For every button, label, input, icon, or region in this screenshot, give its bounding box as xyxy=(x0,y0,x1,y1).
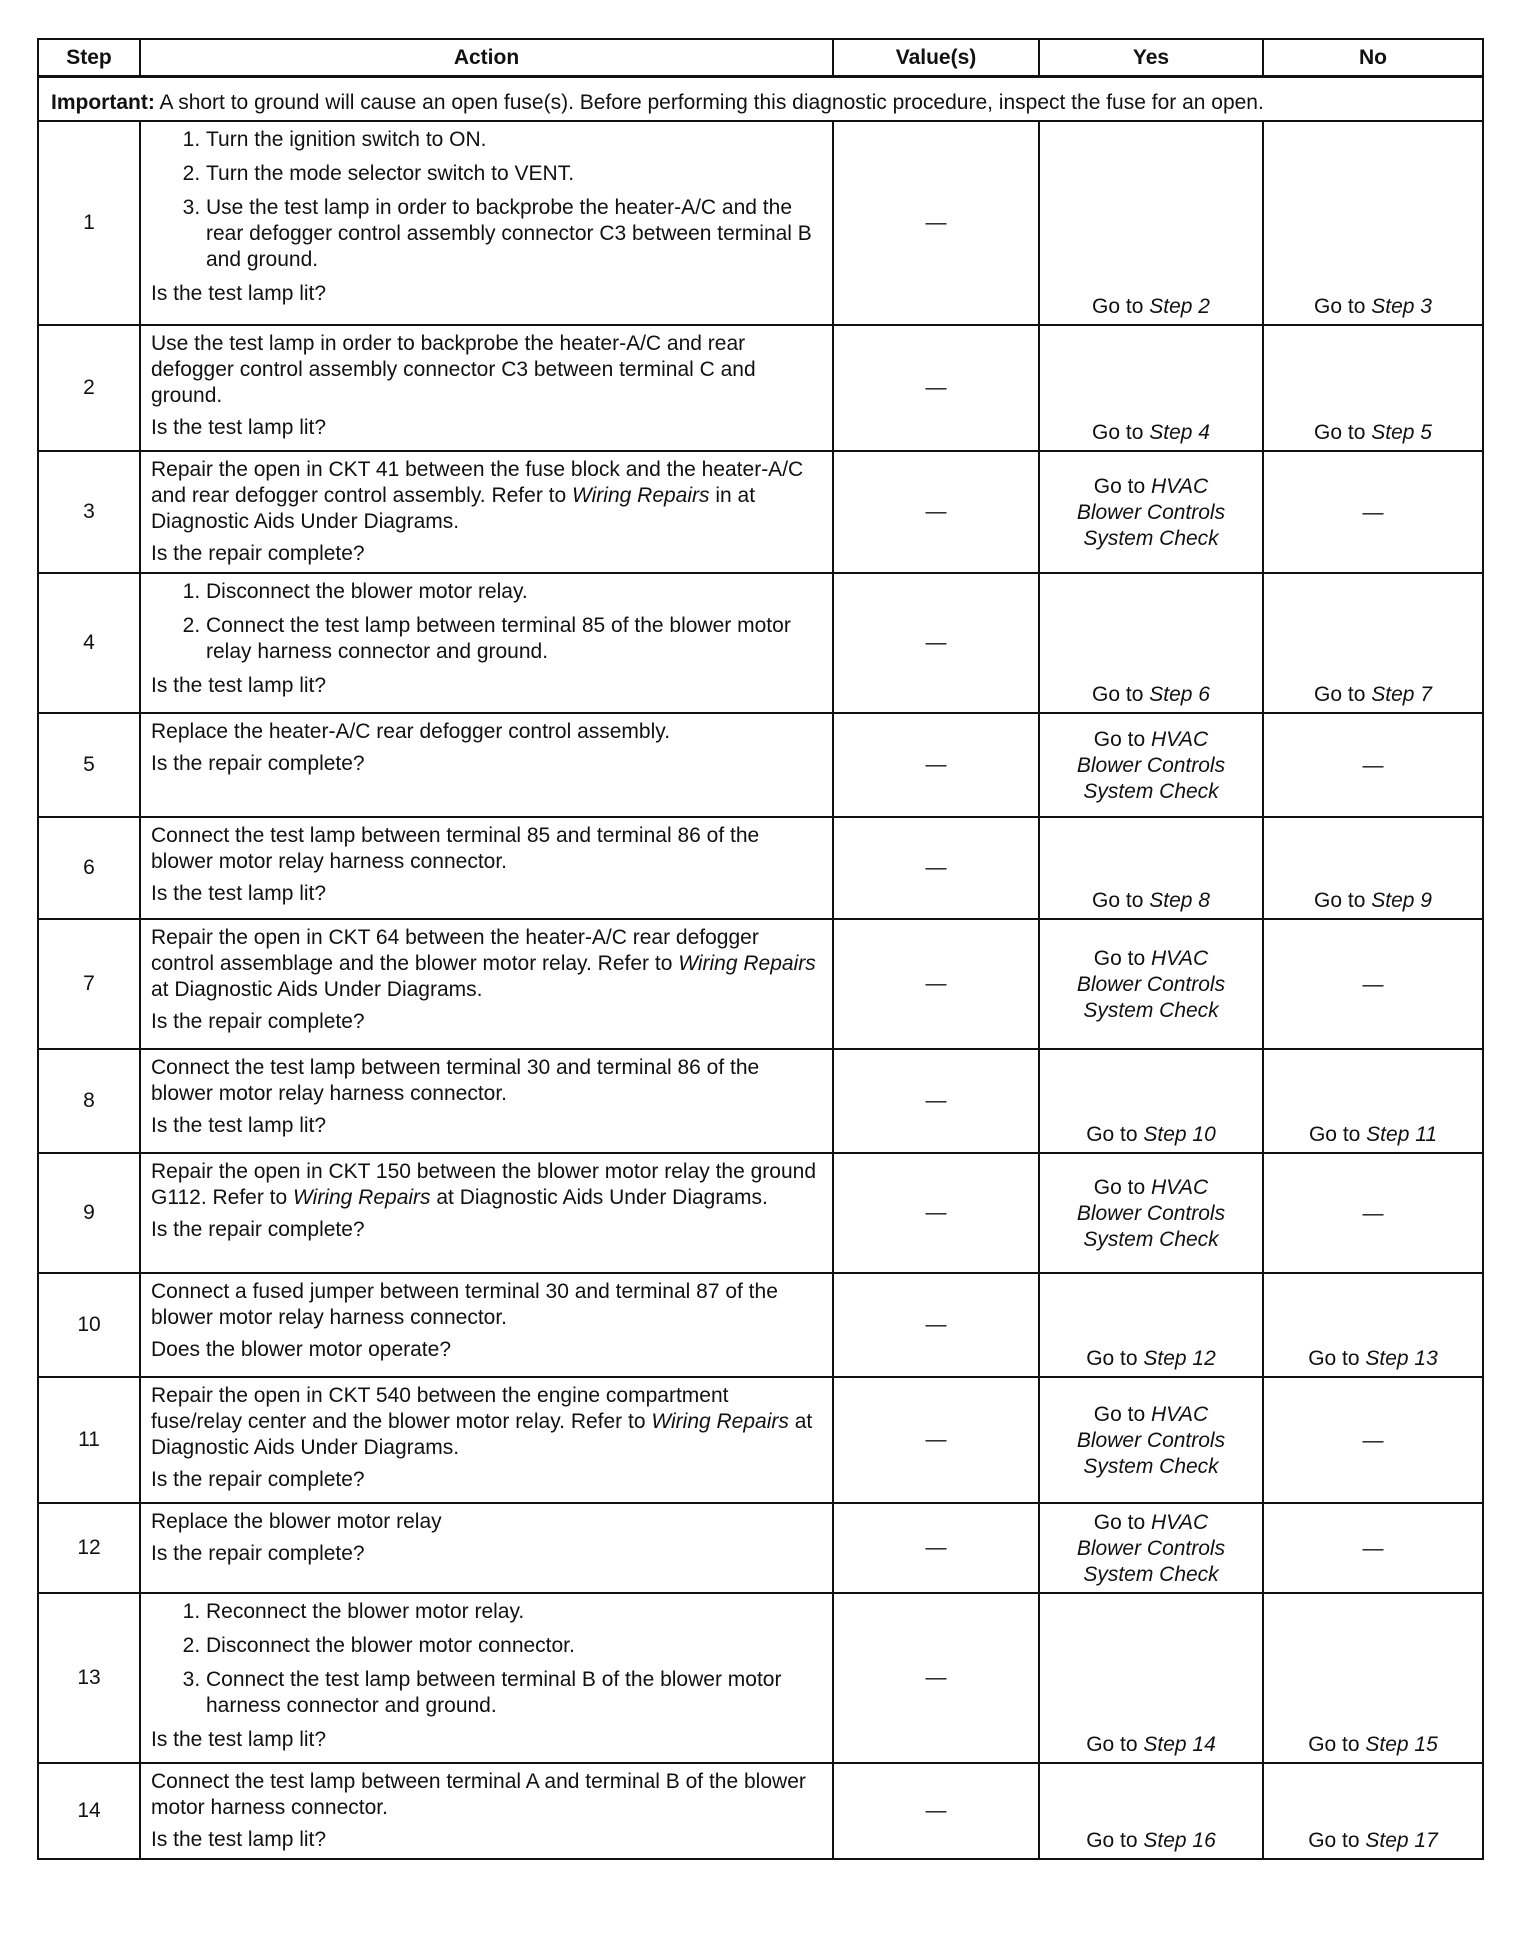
no-cell xyxy=(1263,1593,1483,1763)
value-cell xyxy=(833,573,1039,713)
action-list-item: 3. Connect the test lamp between terminal B of the blower motor harness connector and ground. xyxy=(206,1667,822,1719)
step-number: 4 xyxy=(83,631,95,654)
goto-target-line3: System Check xyxy=(1083,526,1219,550)
action-cell xyxy=(140,121,833,325)
value-cell xyxy=(833,121,1039,325)
goto-step: Step 5 xyxy=(1371,421,1432,444)
action-question: Is the test lamp lit? xyxy=(151,1114,327,1137)
goto-link[interactable] xyxy=(1092,889,1210,912)
step-number: 6 xyxy=(83,856,95,879)
step-cell xyxy=(38,1377,140,1503)
goto-link[interactable] xyxy=(1092,421,1210,444)
step-cell xyxy=(38,817,140,919)
table-row xyxy=(38,713,1483,817)
goto-prefix: Go to xyxy=(1086,1347,1144,1370)
step-number: 10 xyxy=(77,1313,101,1336)
yes-cell xyxy=(1039,1153,1263,1273)
dash: — xyxy=(1362,972,1384,996)
header-step: Step xyxy=(38,39,140,77)
goto-prefix: Go to xyxy=(1314,421,1372,444)
goto-target-line2: Blower Controls xyxy=(1076,972,1226,996)
yes-cell xyxy=(1039,1273,1263,1377)
value-cell xyxy=(833,817,1039,919)
no-cell xyxy=(1263,1763,1483,1859)
dash: — xyxy=(925,1201,947,1224)
goto-hvac-link[interactable] xyxy=(1041,946,1261,972)
goto-step: Step 17 xyxy=(1365,1829,1438,1852)
yes-cell xyxy=(1039,1593,1263,1763)
table-row xyxy=(38,919,1483,1049)
step-number: 3 xyxy=(83,500,95,523)
action-text: Connect the test lamp between terminal 30 and terminal 86 of the blower motor relay harness connector. xyxy=(151,1056,760,1105)
goto-prefix: Go to xyxy=(1308,1123,1367,1146)
goto-prefix: Go to xyxy=(1314,889,1372,912)
goto-link[interactable] xyxy=(1314,295,1432,318)
no-cell xyxy=(1263,325,1483,451)
step-number: 8 xyxy=(83,1089,95,1112)
action-list-item: 1. Disconnect the blower motor relay. xyxy=(206,579,822,605)
goto-link[interactable] xyxy=(1314,683,1432,706)
dash: — xyxy=(925,856,947,879)
action-text: Repair the open in CKT 150 between the blower motor relay the ground G112. Refer to Wiring Repairs at Diagnostic Aids Under Diagrams. xyxy=(151,1160,817,1209)
action-question: Is the repair complete? xyxy=(151,1010,365,1033)
table-row xyxy=(38,1503,1483,1593)
action-question: Is the test lamp lit? xyxy=(151,674,327,697)
header-no: No xyxy=(1263,39,1483,77)
action-list xyxy=(151,127,822,273)
no-cell xyxy=(1263,1503,1483,1593)
step-cell xyxy=(38,325,140,451)
goto-prefix: Go to xyxy=(1092,421,1150,444)
goto-hvac-link[interactable] xyxy=(1041,474,1261,500)
step-number: 7 xyxy=(83,972,95,995)
table-row xyxy=(38,817,1483,919)
wiring-repairs-ref: Wiring Repairs xyxy=(293,1186,431,1209)
step-cell xyxy=(38,121,140,325)
dash: — xyxy=(925,211,947,234)
dash: — xyxy=(925,631,947,654)
goto-link[interactable] xyxy=(1086,1829,1216,1852)
goto-target: HVAC xyxy=(1151,1402,1209,1426)
goto-step: Step 3 xyxy=(1371,295,1432,318)
goto-step: Step 15 xyxy=(1365,1733,1438,1756)
yes-cell xyxy=(1039,817,1263,919)
goto-link[interactable] xyxy=(1086,1347,1216,1370)
yes-cell xyxy=(1039,325,1263,451)
goto-link[interactable] xyxy=(1092,295,1210,318)
action-question: Is the test lamp lit? xyxy=(151,416,327,439)
goto-target-line2: Blower Controls xyxy=(1076,753,1226,777)
no-cell xyxy=(1263,919,1483,1049)
goto-step: Step 6 xyxy=(1149,683,1210,706)
action-list-item: 1. Reconnect the blower motor relay. xyxy=(206,1599,822,1625)
action-cell xyxy=(140,713,833,817)
important-note xyxy=(38,77,1483,122)
action-text: Connect a fused jumper between terminal 30 and terminal 87 of the blower motor relay harness connector. xyxy=(151,1280,778,1329)
header-action: Action xyxy=(140,39,833,77)
action-list-item: 2. Connect the test lamp between terminal 85 of the blower motor relay harness connector and ground. xyxy=(206,613,822,665)
action-cell xyxy=(140,325,833,451)
table-row xyxy=(38,1153,1483,1273)
yes-cell xyxy=(1039,451,1263,573)
action-question: Is the test lamp lit? xyxy=(151,282,327,305)
action-cell xyxy=(140,451,833,573)
goto-link[interactable] xyxy=(1314,421,1432,444)
yes-cell xyxy=(1039,1049,1263,1153)
step-cell xyxy=(38,451,140,573)
header-values: Value(s) xyxy=(833,39,1039,77)
goto-target-line2: Blower Controls xyxy=(1076,500,1226,524)
action-cell xyxy=(140,817,833,919)
value-cell xyxy=(833,1153,1039,1273)
yes-cell xyxy=(1039,121,1263,325)
important-label: Important: xyxy=(51,91,155,114)
goto-prefix: Go to xyxy=(1092,295,1150,318)
action-cell xyxy=(140,1763,833,1859)
action-text: Repair the open in CKT 41 between the fuse block and the heater-A/C and rear defogger control assembly. Refer to Wiring Repairs in at Diagnostic Aids Under Diagrams. xyxy=(151,458,804,533)
yes-cell xyxy=(1039,1763,1263,1859)
dash: — xyxy=(925,1313,947,1336)
dash: — xyxy=(925,972,947,995)
value-cell xyxy=(833,713,1039,817)
step-number: 12 xyxy=(77,1536,101,1559)
goto-prefix: Go to xyxy=(1086,1733,1144,1756)
value-cell xyxy=(833,1049,1039,1153)
goto-link[interactable] xyxy=(1086,1123,1216,1146)
action-cell xyxy=(140,1273,833,1377)
yes-cell xyxy=(1039,919,1263,1049)
goto-prefix: Go to xyxy=(1092,889,1150,912)
goto-step: Step 4 xyxy=(1149,421,1210,444)
goto-prefix: Go to xyxy=(1093,727,1151,751)
goto-prefix: Go to xyxy=(1308,1733,1366,1756)
important-row xyxy=(38,77,1483,122)
goto-step: Step 10 xyxy=(1143,1123,1216,1146)
step-number: 5 xyxy=(83,753,95,776)
action-cell xyxy=(140,1049,833,1153)
step-cell xyxy=(38,1593,140,1763)
goto-step: Step 8 xyxy=(1149,889,1210,912)
goto-target: HVAC xyxy=(1151,1175,1209,1199)
value-cell xyxy=(833,1593,1039,1763)
dash: — xyxy=(925,753,947,776)
no-cell xyxy=(1263,713,1483,817)
action-text: Connect the test lamp between terminal A and terminal B of the blower motor harness connector. xyxy=(151,1770,806,1819)
no-cell xyxy=(1263,1273,1483,1377)
goto-target: HVAC xyxy=(1151,946,1209,970)
table-row xyxy=(38,573,1483,713)
goto-hvac-link[interactable] xyxy=(1041,1510,1261,1536)
action-cell xyxy=(140,919,833,1049)
goto-prefix: Go to xyxy=(1314,295,1372,318)
yes-cell xyxy=(1039,713,1263,817)
goto-step: Step 13 xyxy=(1365,1347,1438,1370)
goto-target: HVAC xyxy=(1151,1510,1209,1534)
goto-step: Step 2 xyxy=(1149,295,1210,318)
action-text: Use the test lamp in order to backprobe the heater-A/C and rear defogger control assembly connector C3 between terminal C and ground. xyxy=(151,332,756,407)
value-cell xyxy=(833,1503,1039,1593)
action-question: Is the test lamp lit? xyxy=(151,1828,327,1851)
step-cell xyxy=(38,1763,140,1859)
action-question: Is the test lamp lit? xyxy=(151,1728,327,1751)
wiring-repairs-ref: Wiring Repairs xyxy=(678,952,816,975)
goto-prefix: Go to xyxy=(1308,1829,1366,1852)
action-text: Replace the heater-A/C rear defogger control assembly. xyxy=(151,720,671,743)
step-number: 2 xyxy=(83,376,95,399)
goto-step: Step 9 xyxy=(1371,889,1432,912)
dash: — xyxy=(925,376,947,399)
no-cell xyxy=(1263,451,1483,573)
dash: — xyxy=(925,1428,947,1451)
step-cell xyxy=(38,1503,140,1593)
goto-step: Step 11 xyxy=(1366,1123,1438,1146)
goto-prefix: Go to xyxy=(1093,1402,1151,1426)
goto-link[interactable] xyxy=(1308,1829,1438,1852)
table-row xyxy=(38,1049,1483,1153)
goto-target-line3: System Check xyxy=(1083,998,1219,1022)
goto-prefix: Go to xyxy=(1092,683,1150,706)
goto-step: Step 7 xyxy=(1371,683,1432,706)
value-cell xyxy=(833,919,1039,1049)
dash: — xyxy=(925,500,947,523)
step-cell xyxy=(38,573,140,713)
goto-target-line3: System Check xyxy=(1083,779,1219,803)
important-text: A short to ground will cause an open fuse(s). Before performing this diagnostic procedure, inspect the fuse for an open. xyxy=(159,91,1264,114)
dash: — xyxy=(1362,753,1384,777)
goto-link[interactable] xyxy=(1309,1123,1437,1146)
value-cell xyxy=(833,1273,1039,1377)
goto-target-line2: Blower Controls xyxy=(1076,1536,1226,1560)
no-cell xyxy=(1263,121,1483,325)
action-text: Connect the test lamp between terminal 85 and terminal 86 of the blower motor relay harness connector. xyxy=(151,824,760,873)
yes-cell xyxy=(1039,1503,1263,1593)
goto-prefix: Go to xyxy=(1093,474,1151,498)
action-question: Is the repair complete? xyxy=(151,752,365,775)
action-cell xyxy=(140,1503,833,1593)
goto-target-line2: Blower Controls xyxy=(1076,1428,1226,1452)
goto-link[interactable] xyxy=(1092,683,1210,706)
goto-target-line3: System Check xyxy=(1083,1562,1219,1586)
step-cell xyxy=(38,1273,140,1377)
action-question: Does the blower motor operate? xyxy=(151,1338,451,1361)
goto-prefix: Go to xyxy=(1086,1123,1144,1146)
goto-link[interactable] xyxy=(1314,889,1432,912)
action-cell xyxy=(140,1377,833,1503)
value-cell xyxy=(833,1763,1039,1859)
no-cell xyxy=(1263,1153,1483,1273)
action-question: Is the test lamp lit? xyxy=(151,882,327,905)
goto-prefix: Go to xyxy=(1093,1175,1151,1199)
action-question: Is the repair complete? xyxy=(151,1468,365,1491)
goto-prefix: Go to xyxy=(1093,1510,1151,1534)
yes-cell xyxy=(1039,1377,1263,1503)
action-question: Is the repair complete? xyxy=(151,1218,365,1241)
value-cell xyxy=(833,451,1039,573)
goto-target-line3: System Check xyxy=(1083,1454,1219,1478)
step-cell xyxy=(38,713,140,817)
step-number: 1 xyxy=(83,211,95,234)
header-yes: Yes xyxy=(1039,39,1263,77)
goto-link[interactable] xyxy=(1308,1347,1438,1370)
dash: — xyxy=(925,1089,947,1112)
goto-step: Step 12 xyxy=(1143,1347,1216,1370)
value-cell xyxy=(833,325,1039,451)
action-text: Repair the open in CKT 540 between the engine compartment fuse/relay center and the blower motor relay. Refer to Wiring Repairs at Diagnostic Aids Under Diagrams. xyxy=(151,1384,813,1459)
value-cell xyxy=(833,1377,1039,1503)
step-number: 13 xyxy=(77,1666,101,1689)
no-cell xyxy=(1263,1049,1483,1153)
goto-step: Step 16 xyxy=(1143,1829,1216,1852)
goto-link[interactable] xyxy=(1086,1733,1216,1756)
action-question: Is the repair complete? xyxy=(151,1542,365,1565)
action-cell xyxy=(140,1593,833,1763)
step-cell xyxy=(38,1049,140,1153)
table-row xyxy=(38,121,1483,325)
goto-target: HVAC xyxy=(1151,474,1209,498)
action-cell xyxy=(140,1153,833,1273)
step-number: 14 xyxy=(77,1799,101,1822)
goto-prefix: Go to xyxy=(1093,946,1151,970)
action-text: Replace the blower motor relay xyxy=(151,1510,442,1533)
goto-target-line2: Blower Controls xyxy=(1076,1201,1226,1225)
action-list-item: 3. Use the test lamp in order to backprobe the heater-A/C and the rear defogger control assembly connector C3 between terminal B and ground. xyxy=(206,195,822,273)
action-list-item: 1. Turn the ignition switch to ON. xyxy=(206,127,822,153)
dash: — xyxy=(925,1799,947,1822)
dash: — xyxy=(925,1536,947,1559)
no-cell xyxy=(1263,1377,1483,1503)
action-list xyxy=(151,1599,822,1719)
table-row xyxy=(38,325,1483,451)
goto-prefix: Go to xyxy=(1086,1829,1144,1852)
table-row xyxy=(38,1593,1483,1763)
header-row xyxy=(38,39,1483,77)
goto-step: Step 14 xyxy=(1143,1733,1216,1756)
table-row xyxy=(38,1763,1483,1859)
action-list xyxy=(151,579,822,665)
dash: — xyxy=(1362,1536,1384,1560)
action-list-item: 2. Turn the mode selector switch to VENT. xyxy=(206,161,822,187)
yes-cell xyxy=(1039,573,1263,713)
step-number: 9 xyxy=(83,1201,95,1224)
dash: — xyxy=(925,1666,947,1689)
goto-target-line3: System Check xyxy=(1083,1227,1219,1251)
action-text: Repair the open in CKT 64 between the heater-A/C rear defogger control assemblage and the blower motor relay. Refer to Wiring Repairs at Diagnostic Aids Under Diagrams. xyxy=(151,926,816,1001)
dash: — xyxy=(1362,1428,1384,1452)
goto-hvac-link[interactable] xyxy=(1041,1402,1261,1428)
wiring-repairs-ref: Wiring Repairs xyxy=(572,484,710,507)
step-cell xyxy=(38,919,140,1049)
goto-target: HVAC xyxy=(1151,727,1209,751)
step-number: 11 xyxy=(78,1428,100,1451)
table-row xyxy=(38,1273,1483,1377)
goto-link[interactable] xyxy=(1308,1733,1438,1756)
action-question: Is the repair complete? xyxy=(151,542,365,565)
dash: — xyxy=(1362,500,1384,524)
step-cell xyxy=(38,1153,140,1273)
action-list-item: 2. Disconnect the blower motor connector. xyxy=(206,1633,822,1659)
action-cell xyxy=(140,573,833,713)
goto-prefix: Go to xyxy=(1308,1347,1366,1370)
no-cell xyxy=(1263,573,1483,713)
table-row xyxy=(38,1377,1483,1503)
goto-hvac-link[interactable] xyxy=(1041,727,1261,753)
diagnostic-table xyxy=(37,38,1484,1860)
table-row xyxy=(38,451,1483,573)
no-cell xyxy=(1263,817,1483,919)
goto-prefix: Go to xyxy=(1314,683,1372,706)
dash: — xyxy=(1362,1201,1384,1225)
goto-hvac-link[interactable] xyxy=(1041,1175,1261,1201)
wiring-repairs-ref: Wiring Repairs xyxy=(651,1410,789,1433)
